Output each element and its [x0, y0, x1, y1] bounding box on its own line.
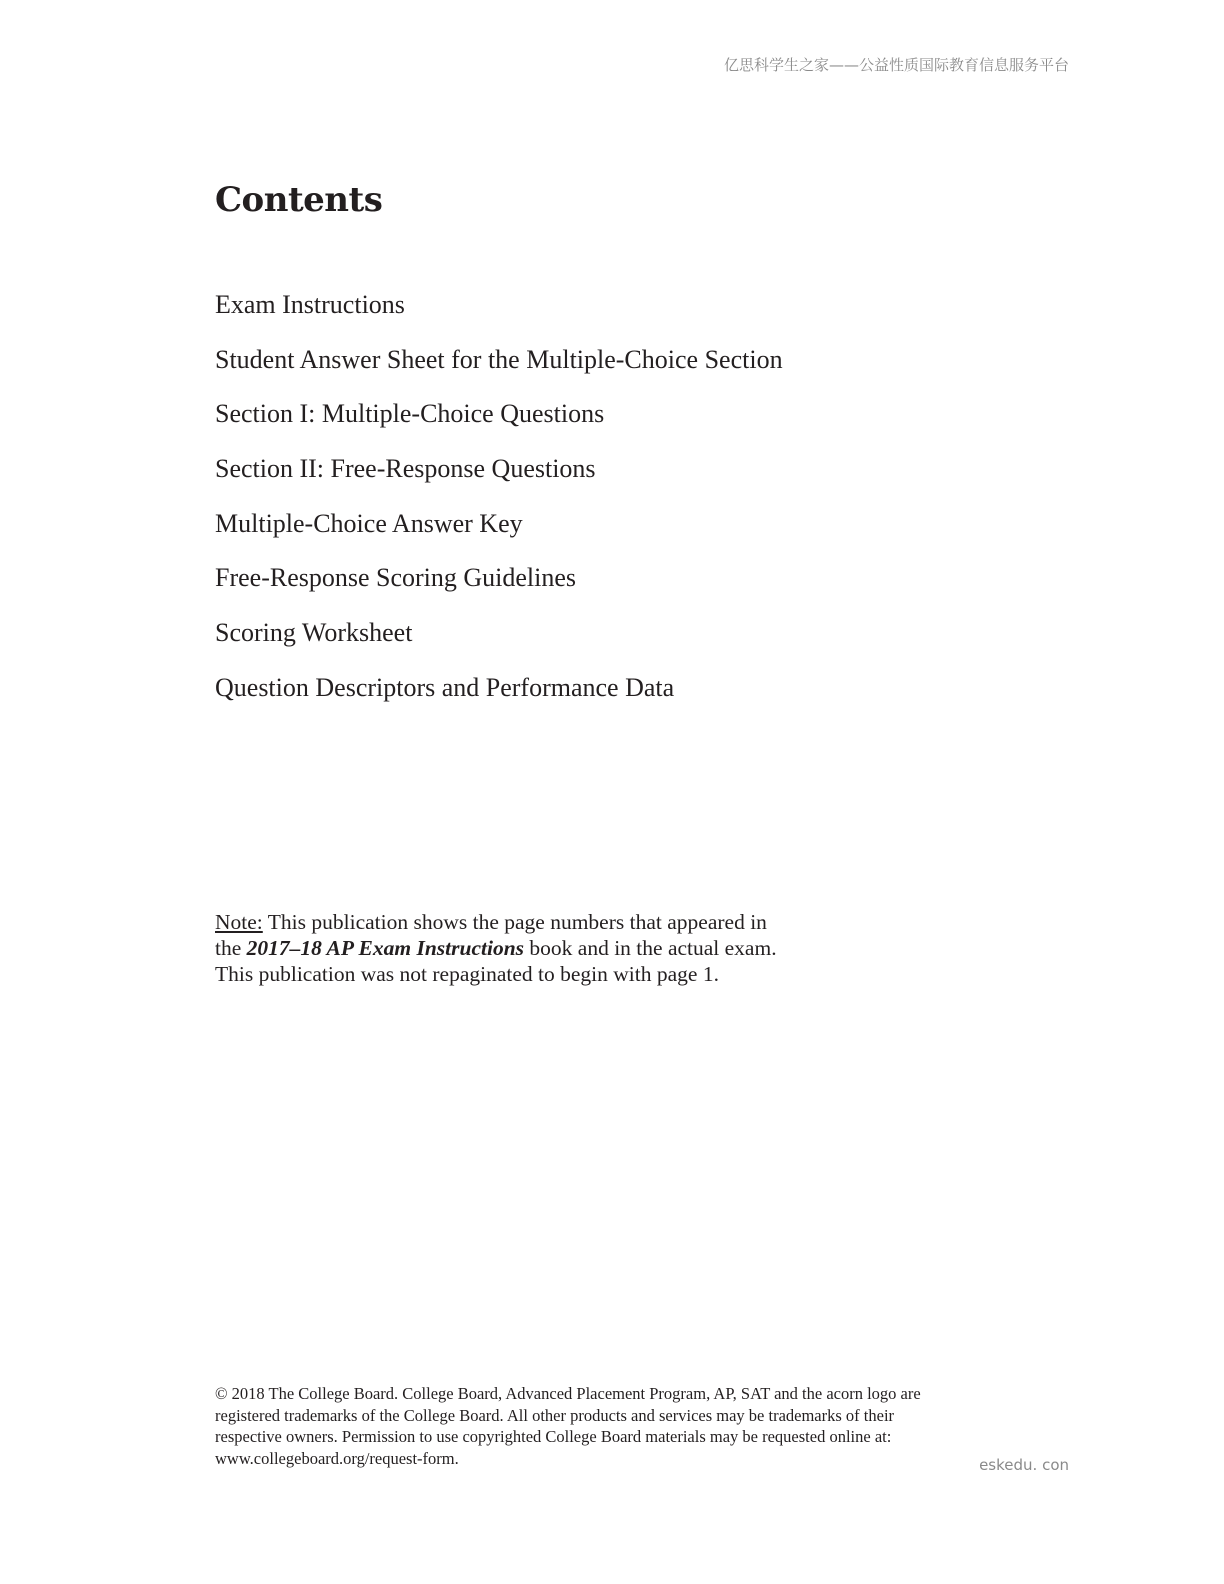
toc-item-section-2[interactable]: Section II: Free-Response Questions	[215, 454, 596, 484]
toc-item-section-1[interactable]: Section I: Multiple-Choice Questions	[215, 399, 605, 429]
toc-item-student-answer-sheet[interactable]: Student Answer Sheet for the Multiple-Choice Section	[215, 344, 783, 374]
copyright-line: respective owners. Permission to use copyrighted College Board materials may be requested online at:	[215, 1427, 892, 1447]
toc-item-scoring-guidelines[interactable]: Free-Response Scoring Guidelines	[215, 563, 577, 593]
watermark-top: 亿思科学生之家——公益性质国际教育信息服务平台	[723, 56, 1069, 74]
watermark-bottom: eskedu. con	[979, 1456, 1069, 1474]
copyright-line: © 2018 The College Board. College Board, Advanced Placement Program, AP, SAT and the acorn logo are	[215, 1384, 921, 1403]
toc-item-answer-key[interactable]: Multiple-Choice Answer Key	[215, 508, 523, 538]
toc-item-scoring-worksheet[interactable]: Scoring Worksheet	[215, 618, 413, 648]
note-label: Note:	[215, 910, 263, 934]
copyright-notice	[215, 1383, 975, 1470]
copyright-line: registered trademarks of the College Board. All other products and services may be trademarks of their	[215, 1405, 895, 1425]
note-book-title: 2017–18 AP Exam Instructions	[246, 936, 525, 960]
note-text-line1: This publication shows the page numbers that appeared in	[262, 910, 767, 934]
note-text-line2-prefix: the	[215, 936, 247, 960]
pagination-note	[215, 909, 835, 987]
copyright-link[interactable]: www.collegeboard.org/request-form.	[215, 1449, 459, 1469]
note-text-line2-suffix: book and in the actual exam.	[524, 936, 777, 960]
note-text-line3: This publication was not repaginated to begin with page 1.	[215, 962, 719, 986]
table-of-contents	[215, 289, 783, 727]
toc-item-exam-instructions[interactable]: Exam Instructions	[215, 290, 405, 319]
toc-item-question-descriptors[interactable]: Question Descriptors and Performance Data	[215, 672, 675, 702]
page-title: Contents	[215, 180, 383, 220]
